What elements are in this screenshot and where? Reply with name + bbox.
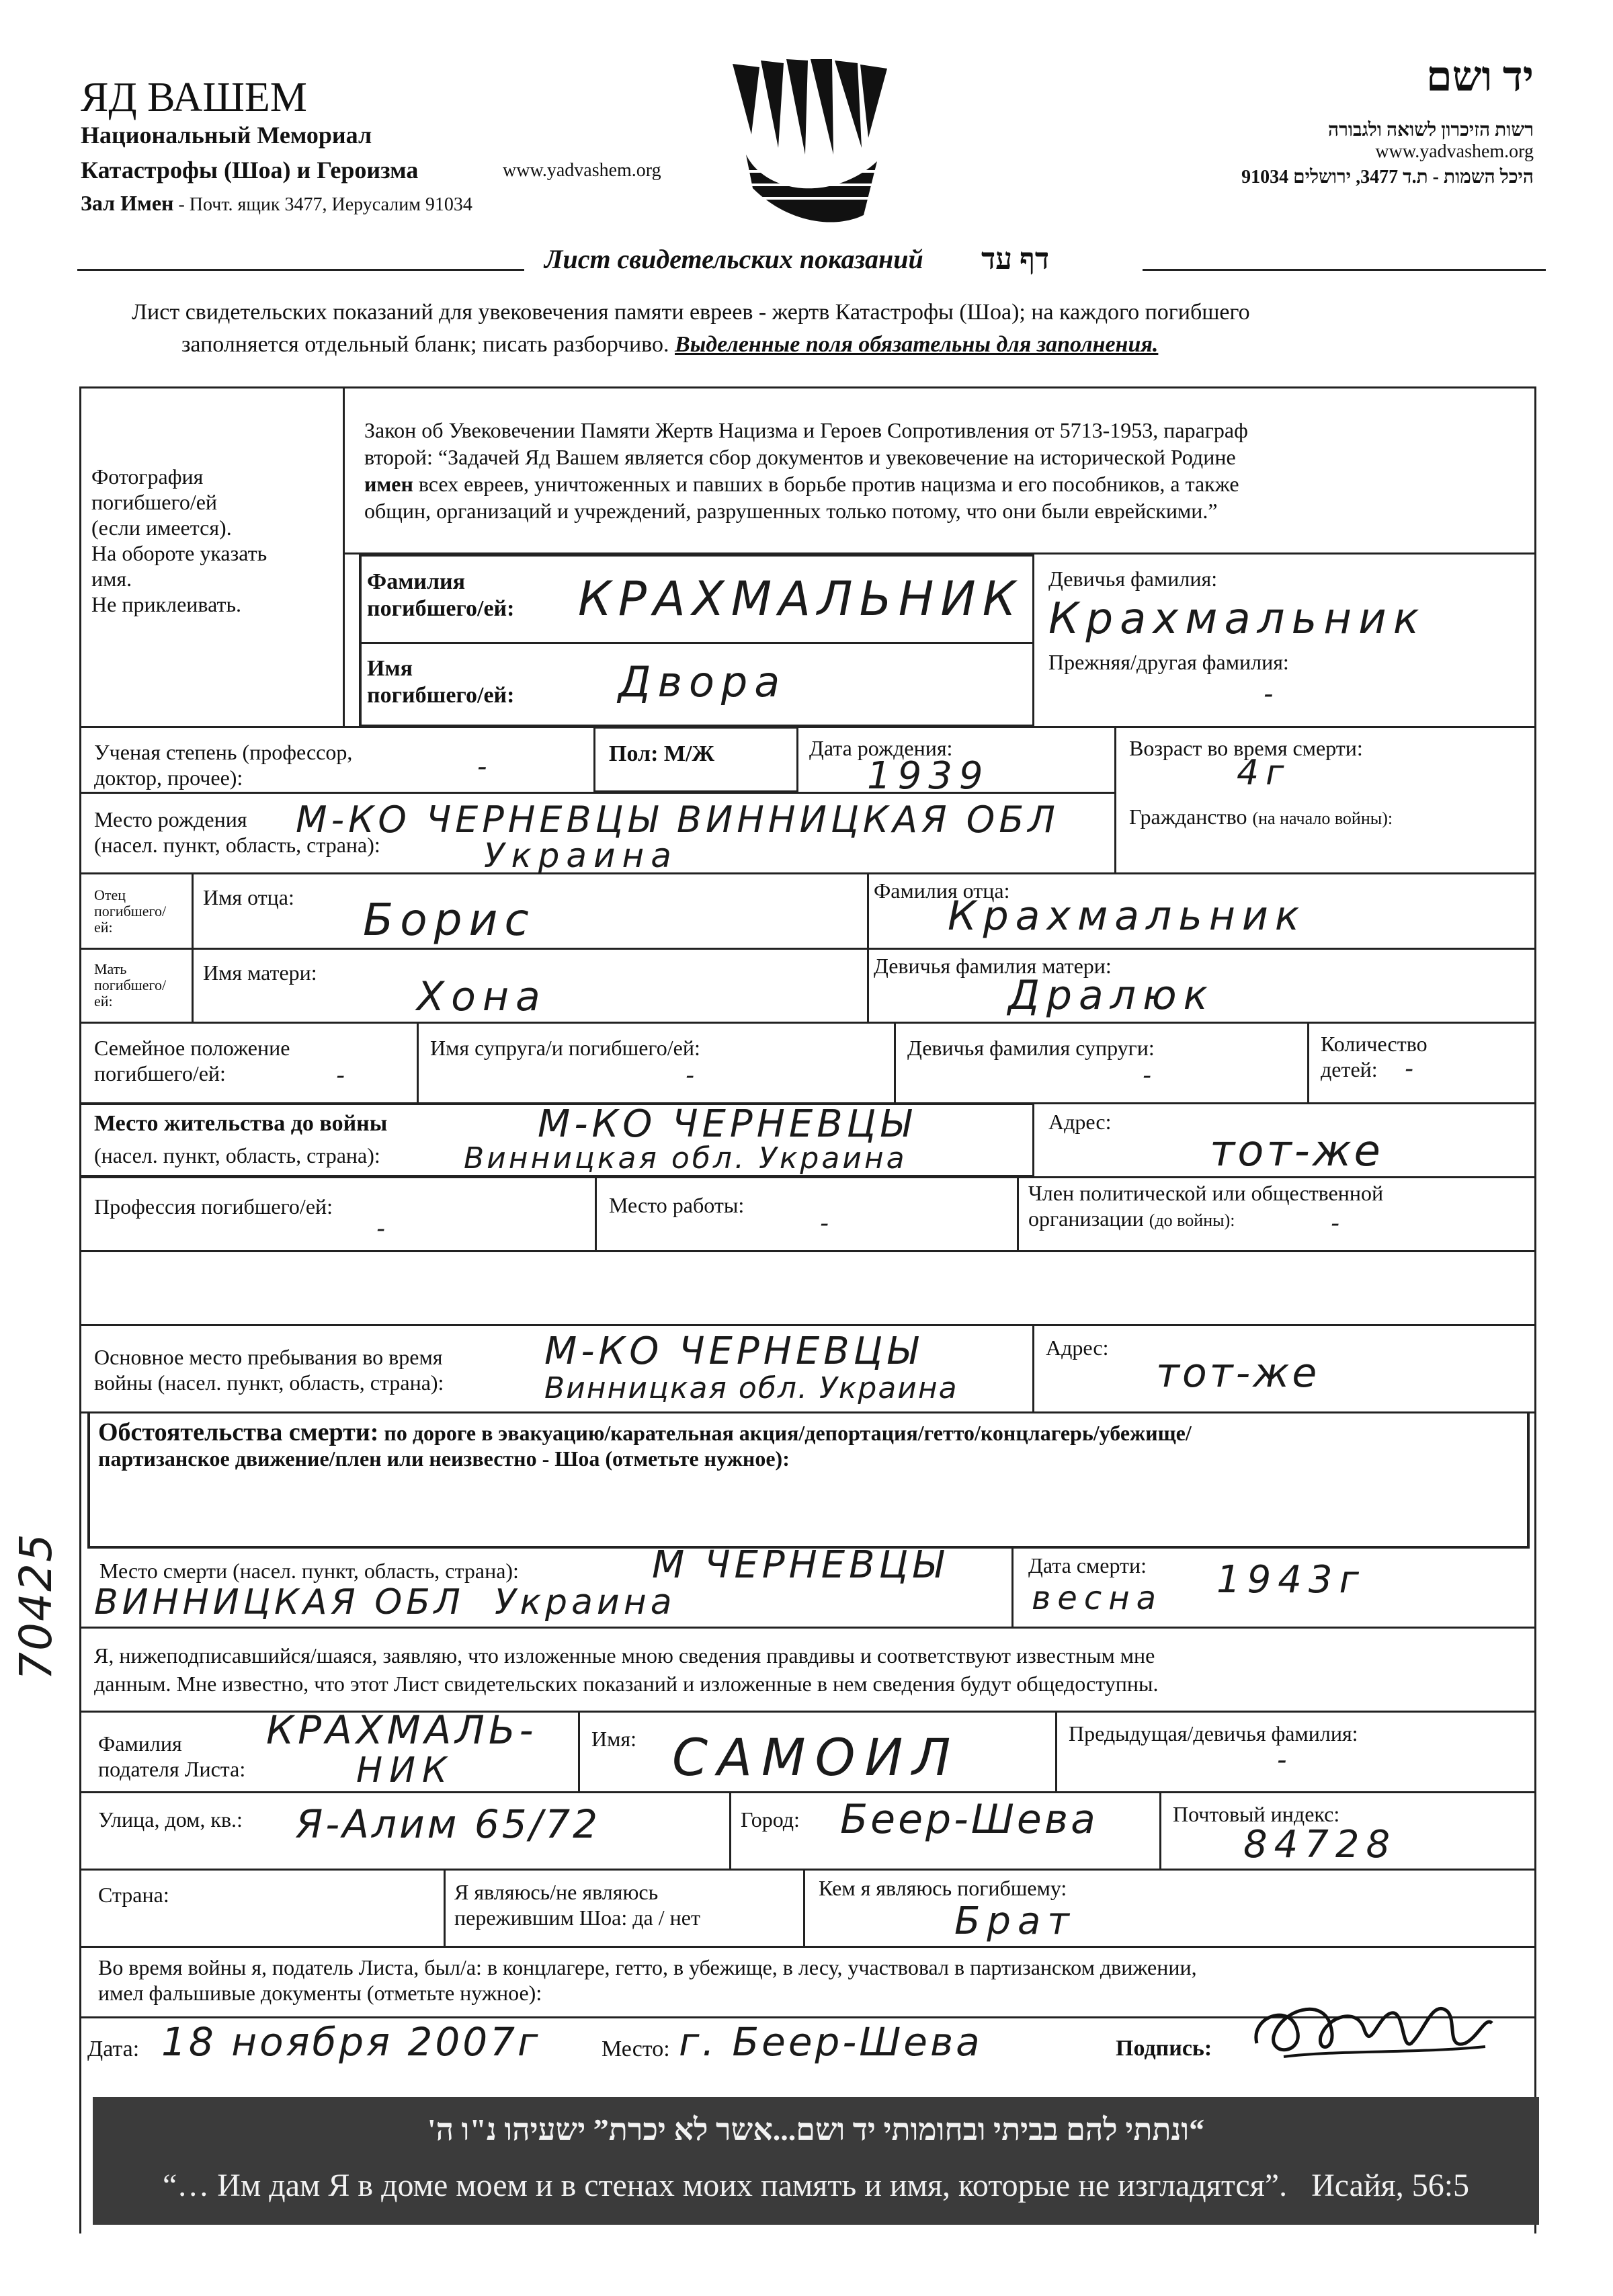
death-place-label: Место смерти (насел. пункт, область, страна):	[99, 1559, 519, 1583]
other-surname-label: Прежняя/другая фамилия:	[1048, 650, 1289, 674]
label-line: погибшего/	[94, 977, 167, 993]
label-line: подателя Листа:	[98, 1757, 246, 1781]
mother-name-label: Имя матери:	[203, 960, 317, 985]
death-circumstances	[98, 1420, 1192, 1471]
declaration-line: Я, нижеподписавшийся/шаяся, заявляю, что изложенные мною сведения правдивы и соответствуют известным мне	[94, 1643, 1155, 1668]
he-address: היכל השמות - ת.ד 3477, ירושלים 91034	[1241, 167, 1534, 188]
law-line: общин, организаций и учреждений, разрушенных только потому, что они были еврейскими.”	[364, 499, 1218, 523]
street-value[interactable]: Я-Алим 65/72	[296, 1801, 601, 1847]
workplace-value[interactable]: -	[820, 1210, 835, 1237]
mother-maiden-value[interactable]: Дралюк	[1008, 972, 1214, 1019]
label-line: войны (насел. пункт, область, страна):	[94, 1370, 444, 1395]
label-line: Ученая степень (профессор,	[94, 740, 353, 764]
city-label: Город:	[741, 1807, 800, 1832]
submitter-war-line: Во время войны я, податель Листа, был/а: в концлагере, гетто, в убежище, в лесу, участвовал в партизанском движении,	[98, 1955, 1197, 1979]
photo-line: Не приклеивать.	[91, 592, 242, 616]
law-bold-word: имен	[364, 472, 413, 496]
photo-line: На обороте указать	[91, 541, 267, 565]
war-place-value-1[interactable]: М-КО ЧЕРНЕВЦЫ	[544, 1329, 921, 1373]
label-line: Фамилия	[367, 569, 466, 594]
label-line: Место рождения	[94, 807, 247, 831]
footer-quote-ru: “… Им дам Я в доме моем и в стенах моих память и имя, которые не изгладятся”. Исайя, 56:5	[162, 2168, 1470, 2203]
marital-status-label	[94, 1035, 290, 1086]
city-value[interactable]: Беер-Шева	[840, 1796, 1098, 1843]
label-line-text: пережившим Шоа:	[454, 1905, 628, 1930]
label-line: погибшего/ей:	[94, 1061, 226, 1085]
label-line: ей:	[94, 993, 113, 1010]
residence-value-1[interactable]: М-КО ЧЕРНЕВЦЫ	[538, 1102, 915, 1146]
relation-label: Кем я являюсь погибшему:	[819, 1876, 1067, 1900]
death-date-value-1[interactable]: весна	[1032, 1580, 1163, 1617]
website-right[interactable]: www.yadvashem.org	[1375, 141, 1534, 162]
intro-text: заполняется отдельный бланк; писать разборчиво.	[181, 332, 675, 357]
org-name-ru: ЯД ВАШЕМ	[81, 75, 307, 120]
father-side-label	[94, 887, 166, 936]
age-at-death-value[interactable]: 4г	[1237, 753, 1291, 793]
profession-value[interactable]: -	[376, 1215, 392, 1243]
first-name-label	[367, 655, 514, 709]
title-rule-left	[77, 269, 524, 271]
spouse-maiden-label: Девичья фамилия супруги:	[907, 1036, 1155, 1060]
submitter-war-line: имел фальшивые документы (отметьте нужное):	[98, 1981, 542, 2005]
death-date-value-2[interactable]: 1943г	[1216, 1558, 1366, 1602]
photo-line: погибшего/ей	[91, 490, 218, 514]
citizenship-label-text: Гражданство	[1129, 805, 1247, 829]
signature-label: Подпись:	[1116, 2036, 1212, 2061]
label-line: Основное место пребывания во время	[94, 1345, 443, 1369]
first-name-value[interactable]: Двора	[618, 657, 787, 706]
label-line: Фамилия	[98, 1731, 182, 1756]
residence-value-2[interactable]: Винницкая обл. Украина	[464, 1141, 907, 1176]
org-name-he: יד ושם	[1425, 54, 1534, 100]
street-label: Улица, дом, кв.:	[98, 1807, 243, 1832]
organization-label	[1028, 1180, 1383, 1233]
label-line: Количество	[1321, 1032, 1428, 1056]
residence-label-2: (насел. пункт, область, страна):	[94, 1143, 380, 1167]
place-label: Место:	[602, 2037, 670, 2061]
maiden-name-label: Девичья фамилия:	[1048, 567, 1218, 591]
degree-label	[94, 739, 352, 790]
surname-value[interactable]: КРАХМАЛЬНИК	[578, 571, 1023, 626]
label-line: Мать	[94, 960, 127, 977]
place-value[interactable]: г. Беер-Шева	[679, 2019, 983, 2065]
submitter-prev-name-label: Предыдущая/девичья фамилия:	[1069, 1721, 1358, 1746]
death-circumstances-line	[98, 1420, 1192, 1446]
photo-line: имя.	[91, 567, 132, 591]
birth-date-value[interactable]: 1939	[867, 754, 990, 798]
footer-banner	[93, 2097, 1539, 2225]
death-circumstances-line-2: партизанское движение/плен или неизвестно - Шоа (отметьте нужное):	[98, 1446, 790, 1471]
label-line: Семейное положение	[94, 1036, 290, 1060]
label-line: погибшего/ей:	[367, 596, 515, 621]
intro-line-1: Лист свидетельских показаний для увековечения памяти евреев - жертв Катастрофы (Шоа); на каждого погибшего	[132, 300, 1250, 325]
yad-vashem-logo	[726, 54, 894, 235]
father-surname-label: Фамилия отца:	[874, 878, 1010, 903]
hall-of-names-address	[81, 191, 472, 216]
label-line: Имя	[367, 656, 413, 681]
birth-date-label: Дата рождения:	[809, 736, 953, 760]
law-text	[364, 417, 1248, 524]
law-line: Закон об Увековечении Памяти Жертв Нацизма и Героев Сопротивления от 5713-1953, параграф	[364, 418, 1248, 442]
submitter-surname-value-2[interactable]: НИК	[356, 1750, 454, 1791]
label-line: Отец	[94, 887, 126, 903]
label-line: доктор, прочее):	[94, 766, 243, 790]
residence-label-1: Место жительства до войны	[94, 1111, 388, 1136]
photo-line: (если имеется).	[91, 516, 232, 540]
label-line-text: организации	[1028, 1206, 1144, 1231]
spouse-name-value[interactable]: -	[686, 1062, 701, 1090]
relation-value[interactable]: Брат	[954, 1899, 1076, 1943]
age-at-death-label: Возраст во время смерти:	[1129, 736, 1363, 760]
birthplace-value-1[interactable]: М-КО ЧЕРНЕВЦЫ ВИННИЦКАЯ ОБЛ	[296, 798, 1059, 841]
submitter-surname-label	[98, 1731, 245, 1782]
submitter-name-value[interactable]: САМОИЛ	[672, 1727, 960, 1787]
surname-label	[367, 569, 514, 622]
degree-value[interactable]: -	[477, 751, 494, 782]
submitter-surname-value-1[interactable]: КРАХМАЛЬ-	[266, 1707, 538, 1753]
father-name-value[interactable]: Борис	[363, 894, 536, 946]
photo-line: Фотография	[91, 464, 204, 489]
survivor-label	[454, 1879, 700, 1930]
org-subtitle-1: Национальный Мемориал	[81, 122, 372, 149]
submitter-prev-name-value[interactable]: -	[1277, 1745, 1294, 1776]
war-address-value[interactable]: тот-же	[1156, 1350, 1320, 1397]
label-line	[1028, 1206, 1383, 1233]
zip-value[interactable]: 84728	[1243, 1823, 1397, 1867]
other-surname-value[interactable]: -	[1264, 679, 1280, 710]
website-left[interactable]: www.yadvashem.org	[503, 160, 661, 181]
label-line: детей:	[1321, 1057, 1378, 1081]
residence-address-value[interactable]: тот-же	[1210, 1126, 1383, 1176]
org-subtitle-2: Катастрофы (Шоа) и Героизма	[81, 157, 419, 183]
sex-label: Пол: М/Ж	[609, 741, 715, 766]
declaration-line: данным. Мне известно, что этот Лист свидетельских показаний и изложенные в нем сведения будут общедоступны.	[94, 1672, 1159, 1696]
submitter-name-label: Имя:	[591, 1727, 636, 1751]
law-line	[364, 470, 1248, 497]
citizenship-label-note: (на начало войны):	[1252, 809, 1393, 828]
postal-address: - Почт. ящик 3477, Иерусалим 91034	[173, 194, 472, 215]
label-line: Я являюсь/не являюсь	[454, 1880, 659, 1904]
father-surname-value[interactable]: Крахмальник	[948, 893, 1307, 940]
country-label: Страна:	[98, 1883, 169, 1907]
label-line: ей:	[94, 919, 113, 936]
spouse-maiden-value[interactable]: -	[1143, 1062, 1158, 1090]
residence-address-label: Адрес:	[1048, 1110, 1112, 1134]
death-circumstances-label: Обстоятельства смерти:	[98, 1418, 379, 1446]
label-line: погибшего/ей:	[367, 683, 515, 708]
form-title-he: דף עד	[981, 243, 1050, 276]
war-address-label: Адрес:	[1046, 1336, 1109, 1360]
footer-quote-he: “ונתתי להם בביתי ובחומותי יד ושם...אשר לא יכרת” ישעיהו נ"ו ה'	[427, 2113, 1205, 2147]
death-date-label: Дата смерти:	[1028, 1553, 1147, 1577]
form-title: Лист свидетельских показаний	[544, 244, 923, 274]
label-line: (насел. пункт, область, страна):	[94, 833, 380, 857]
birthplace-value-2[interactable]: Украина	[484, 836, 678, 875]
date-label: Дата:	[87, 2037, 140, 2061]
he-subtitle: רשות הזיכרון לשואה ולגבורה	[1327, 120, 1534, 140]
zip-label: Почтовый индекс:	[1173, 1802, 1340, 1826]
father-name-label: Имя отца:	[203, 885, 294, 909]
citizenship-label	[1129, 804, 1393, 831]
photo-instructions	[91, 464, 267, 617]
marital-status-value[interactable]: -	[336, 1062, 351, 1090]
label-line-note: (до войны):	[1149, 1211, 1235, 1230]
label-line	[454, 1905, 700, 1930]
intro-line-2	[181, 332, 1158, 358]
signature[interactable]	[1243, 1990, 1499, 2070]
war-place-value-2[interactable]: Винницкая обл. Украина	[544, 1371, 958, 1405]
submitter-war-status	[98, 1955, 1197, 2006]
law-line-rest: всех евреев, уничтоженных и павших в борьбе против нацизма и его пособников, а также	[413, 472, 1239, 496]
survivor-options[interactable]: да / нет	[632, 1905, 700, 1930]
mother-maiden-label: Девичья фамилия матери:	[874, 954, 1112, 978]
label-line: Член политической или общественной	[1028, 1181, 1384, 1205]
mother-side-label	[94, 961, 166, 1010]
war-place-label	[94, 1344, 444, 1395]
title-rule-right	[1143, 269, 1546, 271]
children-count-value[interactable]: -	[1405, 1055, 1420, 1083]
death-place-value-1[interactable]: М ЧЕРНЕВЦЫ	[652, 1543, 947, 1587]
hall-of-names: Зал Имен	[81, 191, 174, 215]
maiden-name-value[interactable]: Крахмальник	[1048, 594, 1426, 644]
workplace-label: Место работы:	[609, 1193, 745, 1217]
death-circumstances-options: по дороге в эвакуацию/карательная акция/депортация/гетто/концлагерь/убежище/	[378, 1421, 1192, 1445]
organization-value[interactable]: -	[1331, 1210, 1346, 1237]
intro-required-note: Выделенные поля обязательны для заполнения.	[675, 332, 1159, 357]
mother-name-value[interactable]: Хона	[417, 973, 547, 1020]
death-place-value-2[interactable]: ВИННИЦКАЯ ОБЛ Украина	[94, 1582, 676, 1623]
date-value[interactable]: 18 ноября 2007г	[161, 2019, 541, 2065]
law-line: второй: “Задачей Яд Вашем является сбор документов и увековечение на исторической Родине	[364, 445, 1236, 469]
profession-label: Профессия погибшего/ей:	[94, 1194, 333, 1219]
label-line: погибшего/	[94, 903, 167, 919]
spouse-name-label: Имя супруга/и погибшего/ей:	[430, 1036, 700, 1060]
declaration	[94, 1641, 1159, 1698]
margin-number: 70425	[10, 1532, 62, 1680]
